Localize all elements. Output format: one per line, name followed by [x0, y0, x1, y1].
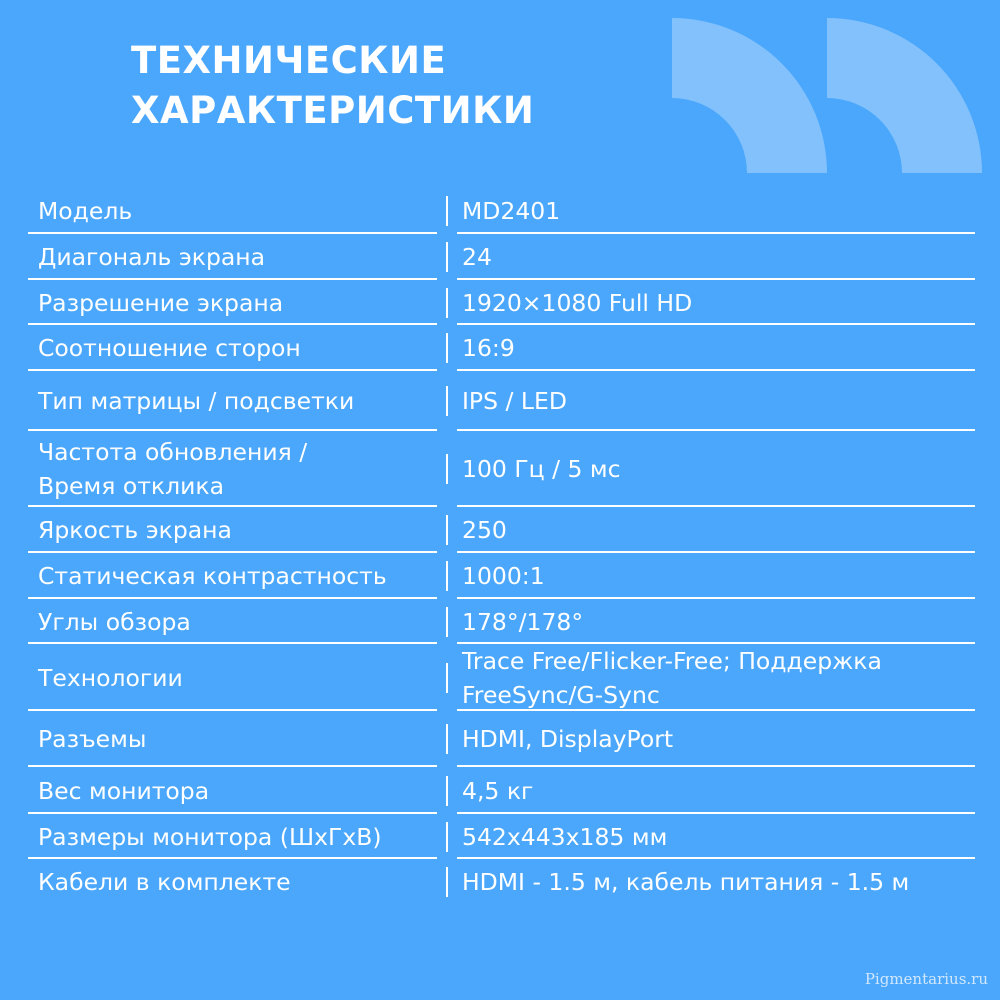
- spec-value: IPS / LED: [462, 387, 567, 415]
- spec-label: Яркость экрана: [38, 516, 232, 544]
- spec-row: [28, 859, 975, 904]
- column-divider: [446, 333, 448, 363]
- spec-row: [28, 767, 975, 814]
- column-divider: [446, 242, 448, 272]
- column-divider: [446, 607, 448, 637]
- column-divider: [446, 288, 448, 318]
- spec-value: 24: [462, 243, 492, 271]
- spec-row: [28, 814, 975, 859]
- spec-value: 178°/178°: [462, 607, 584, 636]
- spec-value: 1000:1: [462, 562, 545, 590]
- spec-row: [28, 711, 975, 767]
- column-divider: [446, 776, 448, 806]
- spec-value: 16:9: [462, 334, 515, 362]
- page-title: [131, 36, 534, 136]
- spec-value: 250: [462, 516, 507, 544]
- spec-row: [28, 599, 975, 644]
- quote-marks-icon: [672, 18, 982, 178]
- spec-label: Модель: [38, 196, 133, 225]
- spec-row: [28, 553, 975, 599]
- spec-row: [28, 507, 975, 553]
- spec-value: HDMI, DisplayPort: [462, 725, 674, 753]
- spec-label: Статическая контрастность: [38, 562, 387, 590]
- column-divider: [446, 386, 448, 416]
- spec-label: Технологии: [38, 663, 183, 692]
- spec-label: Углы обзора: [38, 607, 191, 636]
- title-line-1: ТЕХНИЧЕСКИЕ: [131, 39, 447, 82]
- spec-value: 4,5 кг: [462, 776, 534, 805]
- spec-value: MD2401: [462, 196, 561, 225]
- column-divider: [446, 515, 448, 545]
- spec-value: 542x443x185 мм: [462, 822, 668, 851]
- column-divider: [446, 663, 448, 693]
- quote-shape-left: [672, 18, 827, 173]
- spec-value: 1920×1080 Full HD: [462, 288, 693, 317]
- title-line-2: ХАРАКТЕРИСТИКИ: [131, 89, 535, 132]
- spec-value: HDMI - 1.5 м, кабель питания - 1.5 м: [462, 867, 910, 896]
- column-divider: [446, 196, 448, 226]
- specs-table: [28, 187, 975, 904]
- spec-row: [28, 280, 975, 325]
- spec-row: [28, 325, 975, 371]
- spec-label: Частота обновления / Время отклика: [38, 438, 308, 500]
- spec-label: Разрешение экрана: [38, 288, 284, 317]
- spec-label: Соотношение сторон: [38, 334, 301, 362]
- column-divider: [446, 867, 448, 897]
- spec-value: Trace Free/Flicker-Free; Поддержка FreeSync/G-Sync: [462, 646, 882, 709]
- spec-row: [28, 187, 975, 234]
- spec-label: Размеры монитора (ШхГхВ): [38, 822, 382, 851]
- quote-shape-right: [827, 18, 982, 173]
- column-divider: [446, 561, 448, 591]
- spec-row: [28, 644, 975, 711]
- spec-value: 100 Гц / 5 мс: [462, 455, 621, 483]
- spec-label: Вес монитора: [38, 776, 210, 805]
- spec-row: [28, 234, 975, 280]
- column-divider: [446, 454, 448, 484]
- spec-label: Разъемы: [38, 725, 147, 753]
- spec-row: [28, 431, 975, 507]
- spec-label: Тип матрицы / подсветки: [38, 387, 355, 415]
- column-divider: [446, 724, 448, 754]
- spec-row: [28, 371, 975, 431]
- spec-label: Кабели в комплекте: [38, 867, 291, 896]
- column-divider: [446, 822, 448, 852]
- watermark: Pigmentarius.ru: [864, 970, 988, 988]
- spec-label: Диагональ экрана: [38, 243, 266, 271]
